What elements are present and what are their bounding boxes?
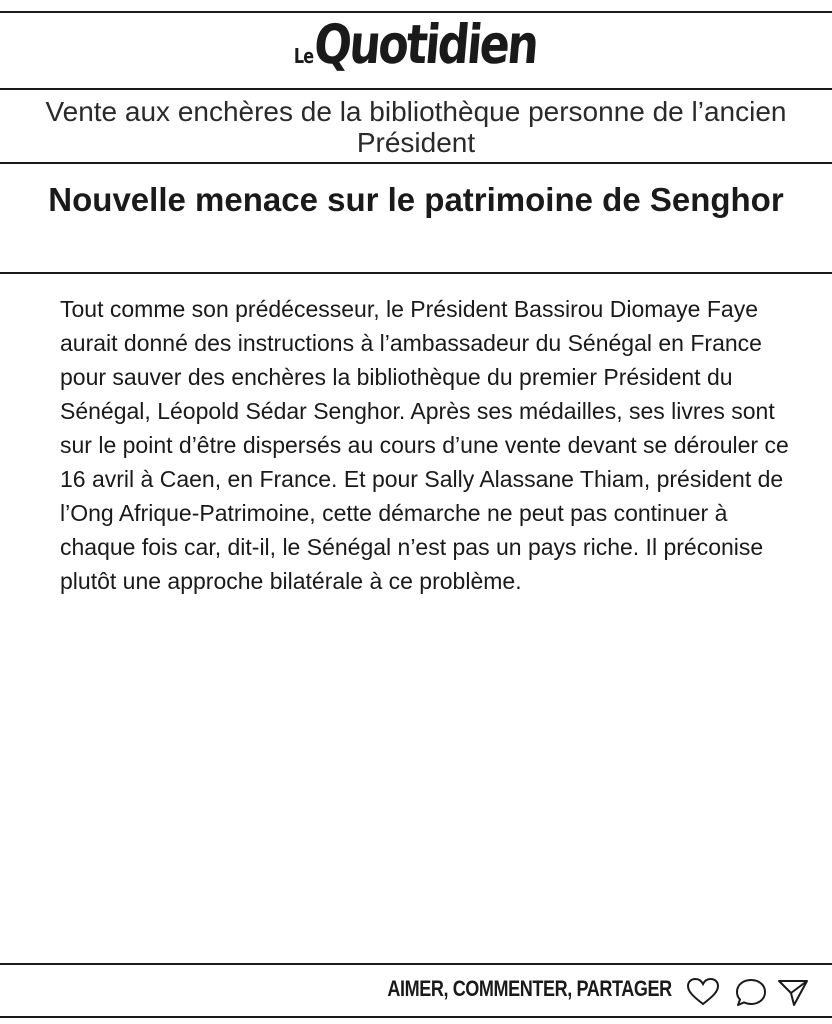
headline-rule	[0, 272, 832, 274]
footer-top-rule	[0, 963, 832, 965]
comment-bubble-icon[interactable]	[734, 976, 768, 1008]
heart-icon[interactable]	[686, 976, 720, 1008]
footer-bottom-rule	[0, 1016, 832, 1018]
article-headline: Nouvelle menace sur le patrimoine de Senghor	[48, 181, 784, 218]
article-kicker: Vente aux enchères de la bibliothèque personne de l’ancien Président	[45, 96, 787, 158]
logo-name: Quotidien	[311, 13, 539, 76]
logo	[289, 13, 542, 76]
footer-actions	[0, 968, 832, 1014]
footer-cta: AIMER, COMMENTER, PARTAGER	[387, 976, 672, 1001]
logo-prefix: Le	[294, 44, 314, 68]
article-body: Tout comme son prédécesseur, le Président Bassirou Diomaye Faye aurait donné des instructions à l’ambassadeur du Sénégal en France pour sauver des enchères la bibliothèque du premier Président du Sénégal, Léopold Sédar Senghor. Après ses médailles, ses livres sont sur le point d’être dispersés au cours d’une vente devant se dérouler ce 16 avril à Caen, en France. Et pour Sally Alassane Thiam, président de l’Ong Afrique-Patrimoine, cette démarche ne peut pas continuer à chaque fois car, dit-il, le Sénégal n’est pas un pays riche. Il préconise plutôt une approche bilatérale à ce problème.	[60, 296, 789, 594]
send-icon[interactable]	[776, 976, 810, 1008]
masthead-rule	[0, 88, 832, 90]
kicker-rule	[0, 162, 832, 164]
masthead	[0, 13, 832, 84]
